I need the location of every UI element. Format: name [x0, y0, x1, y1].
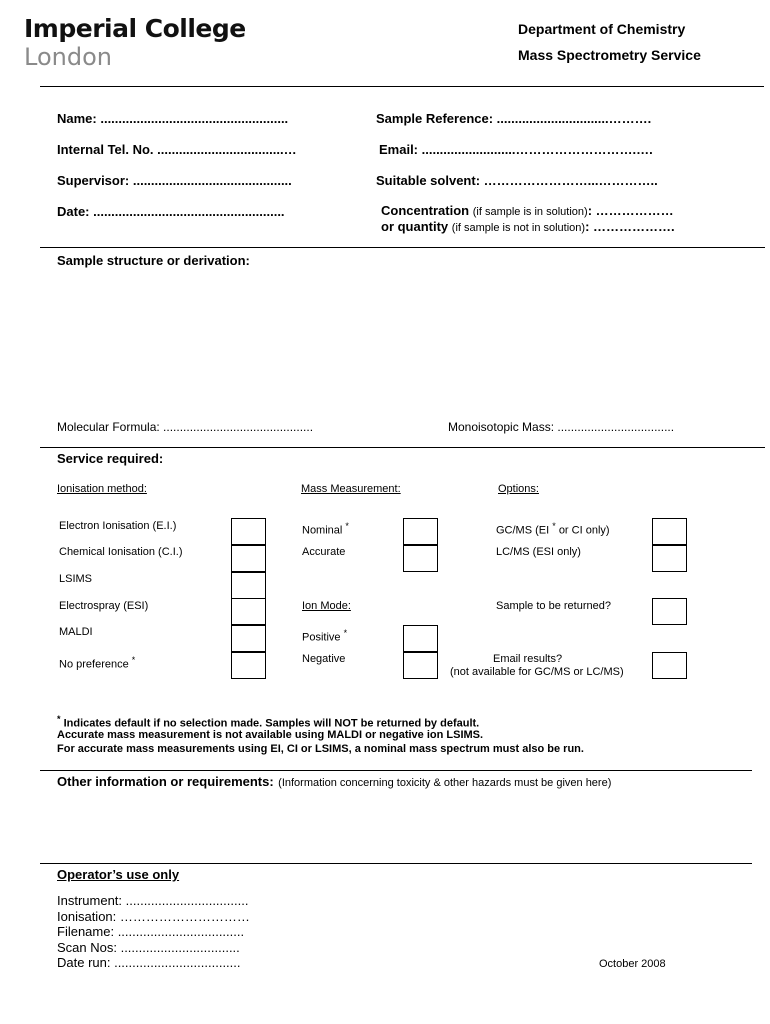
gcms-text: GC/MS (EI: [496, 524, 550, 537]
note-default: [57, 714, 479, 730]
structure-area[interactable]: [57, 275, 757, 410]
header-divider: [40, 86, 764, 87]
email-results-checkbox[interactable]: [652, 652, 687, 679]
formula-field[interactable]: Molecular Formula: .............................................: [57, 420, 314, 434]
col-mass-header: Mass Measurement:: [301, 483, 401, 495]
sample-returned-label: Sample to be returned?: [496, 600, 611, 612]
no-preference-text: No preference: [59, 658, 129, 671]
lcms-checkbox[interactable]: [652, 545, 687, 572]
esi-checkbox[interactable]: [231, 598, 266, 625]
ion-mode-title: Ion Mode:: [302, 600, 351, 612]
positive-star: *: [343, 628, 348, 638]
service-title: Service required:: [57, 451, 164, 466]
solvent-field[interactable]: Suitable solvent: ……………………...…………..: [376, 173, 658, 188]
operator-title: Operator’s use only: [57, 867, 180, 882]
other-info-heading: [57, 773, 611, 791]
email-field[interactable]: Email: ..........................……………………….….: [379, 142, 653, 157]
logo-london: London: [24, 43, 112, 71]
gcms-tail-text: or CI only): [558, 524, 610, 537]
quantity-dots: : ……………….: [585, 219, 675, 234]
name-field[interactable]: Name: ....................................................: [57, 111, 289, 126]
gcms-checkbox[interactable]: [652, 518, 687, 545]
negative-label: Negative: [302, 653, 346, 665]
ionisation-field[interactable]: Ionisation: …………………………: [57, 909, 250, 924]
fields-divider: [40, 247, 765, 248]
department-title: Department of Chemistry: [518, 21, 686, 37]
note-star: *: [57, 714, 61, 724]
tel-field[interactable]: Internal Tel. No. ...................................…: [57, 142, 297, 157]
date-field[interactable]: Date: .....................................................: [57, 204, 285, 219]
positive-text: Positive: [302, 631, 341, 644]
email-results-note: (not available for GC/MS or LC/MS): [450, 666, 624, 678]
supervisor-field[interactable]: Supervisor: ............................................: [57, 173, 292, 188]
other-divider: [40, 863, 752, 864]
nominal-text: Nominal: [302, 524, 343, 537]
gcms-label: [496, 521, 610, 537]
positive-label: [302, 628, 347, 644]
ionisation-no-preference-label: [59, 655, 135, 671]
col-options-header: Options:: [498, 483, 539, 495]
structure-divider: [40, 447, 765, 448]
ionisation-ei-label: Electron Ionisation (E.I.): [59, 520, 177, 532]
concentration-dots: : ………………: [587, 203, 674, 218]
ionisation-lsims-label: LSIMS: [59, 573, 93, 585]
sample-reference-field[interactable]: Sample Reference: ...............................……….: [376, 111, 652, 126]
quantity-label: or quantity: [381, 219, 449, 234]
monoisotopic-mass-field[interactable]: Monoisotopic Mass: ...................................: [448, 420, 675, 434]
service-title: Mass Spectrometry Service: [518, 47, 701, 63]
nominal-label: [302, 521, 349, 537]
default-star: *: [131, 655, 136, 665]
positive-checkbox[interactable]: [403, 625, 438, 652]
note-default-text: Indicates default if no selection made. Samples will NOT be returned by default.: [63, 717, 480, 730]
other-info-area[interactable]: [57, 795, 747, 857]
ionisation-esi-label: Electrospray (ESI): [59, 600, 149, 612]
sample-returned-checkbox[interactable]: [652, 598, 687, 625]
ionisation-ci-label: Chemical Ionisation (C.I.): [59, 546, 183, 558]
accurate-label: Accurate: [302, 546, 346, 558]
other-info-note: (Information concerning toxicity & other hazards must be given here): [278, 777, 612, 789]
quantity-note: (if sample is not in solution): [451, 222, 586, 234]
note-nominal: For accurate mass measurements using EI, CI or LSIMS, a nominal mass spectrum must also be run.: [57, 743, 584, 755]
accurate-checkbox[interactable]: [403, 545, 438, 572]
email-results-label: Email results?: [493, 653, 563, 665]
concentration-label: Concentration: [381, 203, 470, 218]
quantity-field[interactable]: [381, 219, 675, 234]
ionisation-maldi-label: MALDI: [59, 626, 93, 638]
other-info-title: Other information or requirements:: [57, 774, 274, 789]
negative-checkbox[interactable]: [403, 652, 438, 679]
concentration-field[interactable]: [381, 203, 674, 218]
note-accurate: Accurate mass measurement is not available using MALDI or negative ion LSIMS.: [57, 729, 484, 741]
nominal-checkbox[interactable]: [403, 518, 438, 545]
maldi-checkbox[interactable]: [231, 625, 266, 652]
lcms-label: LC/MS (ESI only): [496, 546, 581, 558]
ci-checkbox[interactable]: [231, 545, 266, 572]
logo-imperial: Imperial College: [24, 14, 246, 43]
no-preference-checkbox[interactable]: [231, 652, 266, 679]
col-ionisation-header: Ionisation method:: [57, 483, 147, 495]
nominal-star: *: [345, 521, 349, 531]
form-version: October 2008: [599, 958, 666, 970]
concentration-note: (if sample is in solution): [472, 206, 588, 218]
gcms-star: *: [552, 521, 556, 531]
notes-divider: [40, 770, 752, 771]
lsims-checkbox[interactable]: [231, 572, 266, 599]
filename-field[interactable]: Filename: ...................................: [57, 924, 245, 939]
instrument-field[interactable]: Instrument: ..................................: [57, 893, 249, 908]
structure-title: Sample structure or derivation:: [57, 253, 250, 268]
ei-checkbox[interactable]: [231, 518, 266, 545]
scan-nos-field[interactable]: Scan Nos: .................................: [57, 940, 240, 955]
date-run-field[interactable]: Date run: ...................................: [57, 955, 241, 970]
